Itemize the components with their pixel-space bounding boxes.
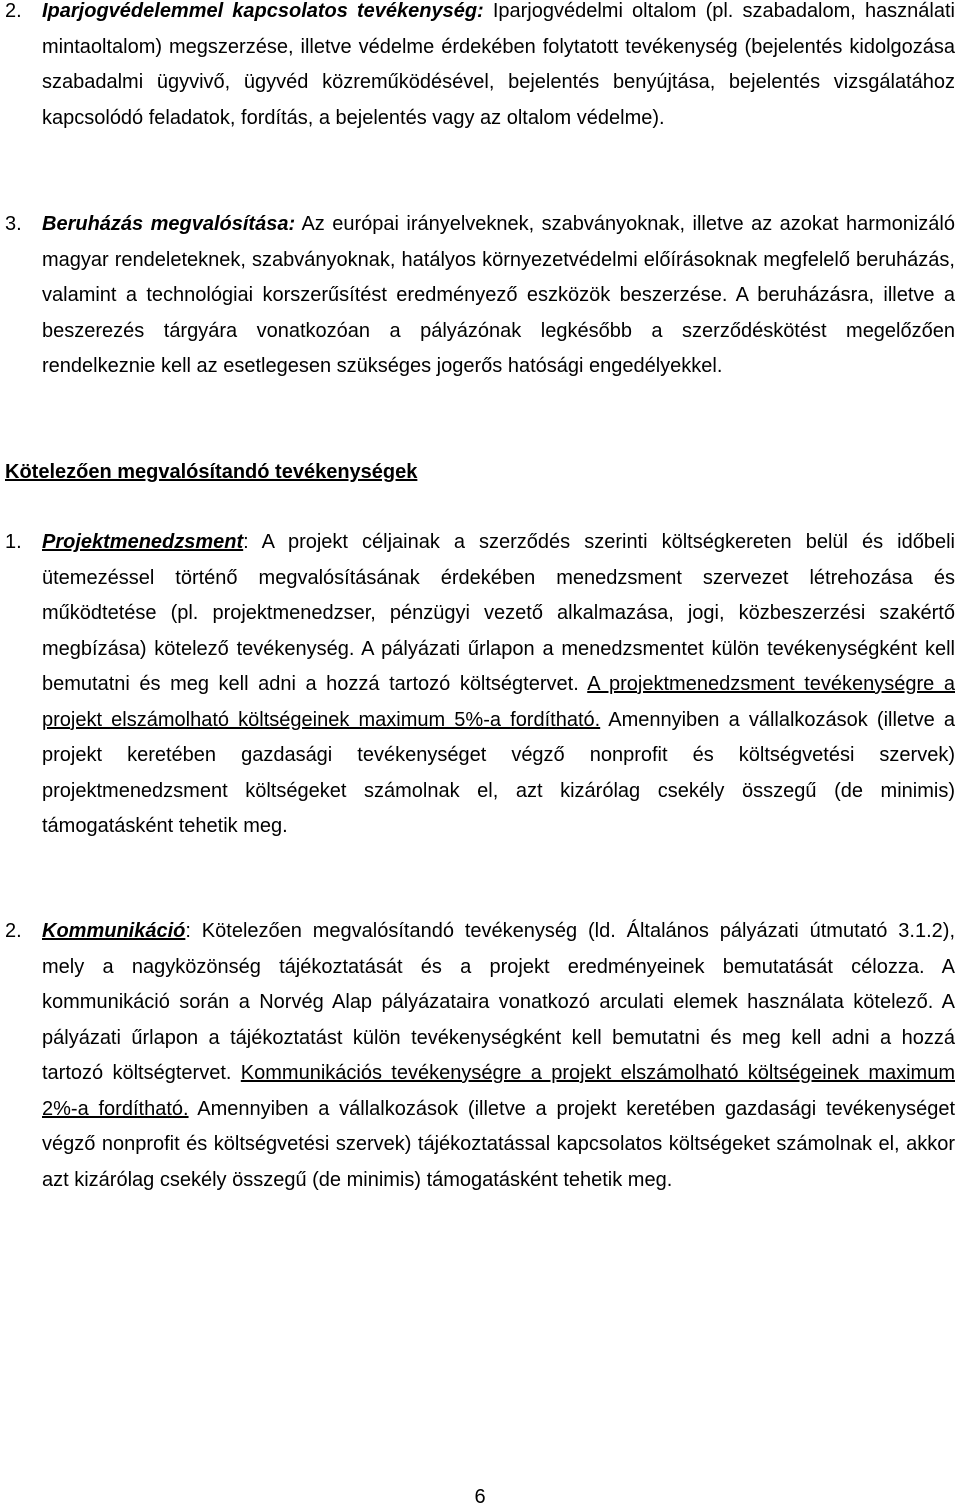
item-body <box>42 207 955 385</box>
cost-limit-text: A projektmenedzsment tevékenységre a projekt elszámolható költségeinek maximum 5%-a fordítható. <box>42 673 955 731</box>
item-body <box>42 525 955 845</box>
activity-item-investment <box>5 207 955 385</box>
item-number: 1. <box>5 531 22 553</box>
activity-item-ip-protection <box>5 0 955 136</box>
cost-limit-text: Kommunikációs tevékenységre a projekt elszámolható költségeinek maximum 2%-a fordítható. <box>42 1062 955 1120</box>
section-heading: Kötelezően megvalósítandó tevékenységek <box>5 461 418 483</box>
item-title: Beruházás megvalósítása: <box>42 213 296 235</box>
item-text: A projekt céljainak a szerződés szerinti költségkereten belül és időbeli ütemezéssel történő megvalósításának érdekében menedzsment szervezet létrehozása és működtetése (pl. projektmenedzser, pénzügyi vezető alkalmazása, jogi, közbeszerzési szakértő megbízása) kötelező tevékenység. A pályázati űrlapon a menedzsmentet külön tevékenységként kell bemutatni és meg kell adni a hozzá tartozó költségtervet. <box>42 531 955 695</box>
page-number: 6 <box>474 1486 486 1508</box>
item-title: Projektmenedzsment <box>42 531 244 553</box>
item-text-continued: Amennyiben a vállalkozások (illetve a projekt keretében gazdasági tevékenységet végző nonprofit és költségvetési szervek) projektmenedzsment költségeket számolnak el, azt kizárólag csekély összegű (de minimis) támogatásként tehetik meg. <box>42 708 955 837</box>
item-text: Kötelezően megvalósítandó tevékenység (ld. Általános pályázati útmutató 3.1.2), mely a nagyközönség tájékoztatását és a projekt eredményeinek bemutatását célozza. A kommunikáció során a Norvég Alap pályázataira vonatkozó arculati elemek használata kötelező. A pályázati űrlapon a tájékoztatást külön tevékenységként kell bemutatni és meg kell adni a hozzá tartozó költségtervet. <box>42 920 955 1084</box>
item-body <box>42 914 955 1198</box>
item-number: 3. <box>5 213 22 235</box>
item-title: Kommunikáció <box>42 920 186 942</box>
item-text-continued: Amennyiben a vállalkozások (illetve a projekt keretében gazdasági tevékenységet végző nonprofit és költségvetési szervek) tájékoztatással kapcsolatos költségeket számolnak el, akkor azt kizárólag csekély összegű (de minimis) támogatásként tehetik meg. <box>42 1097 955 1191</box>
item-number: 2. <box>5 0 22 22</box>
item-text: Az európai irányelveknek, szabványoknak, illetve az azokat harmonizáló magyar rendeleteknek, szabványoknak, hatályos környezetvédelmi előírásoknak megfelelő beruházás, valamint a technológiai korszerűsítést eredményező eszközök beszerzése. A beruházásra, illetve a beszerezés tárgyára vonatkozóan a pályázónak legkésőbb a szerződéskötést megelőzően rendelkeznie kell az esetlegesen szükséges jogerős hatósági engedélyekkel. <box>42 213 955 377</box>
mandatory-item-project-management <box>5 525 955 845</box>
item-colon: : <box>243 531 249 553</box>
item-title: Iparjogvédelemmel kapcsolatos tevékenység: <box>42 0 484 22</box>
item-number: 2. <box>5 920 22 942</box>
item-colon: : <box>185 920 191 942</box>
mandatory-item-communication <box>5 914 955 1198</box>
item-body <box>42 0 955 136</box>
item-text: Iparjogvédelmi oltalom (pl. szabadalom, használati mintaoltalom) megszerzése, illetve védelme érdekében folytatott tevékenység (bejelentés kidolgozása szabadalmi ügyvivő, ügyvéd közreműködésével, bejelentés benyújtása, bejelentés vizsgálatához kapcsolódó feladatok, fordítás, a bejelentés vagy az oltalom védelme). <box>42 0 955 129</box>
